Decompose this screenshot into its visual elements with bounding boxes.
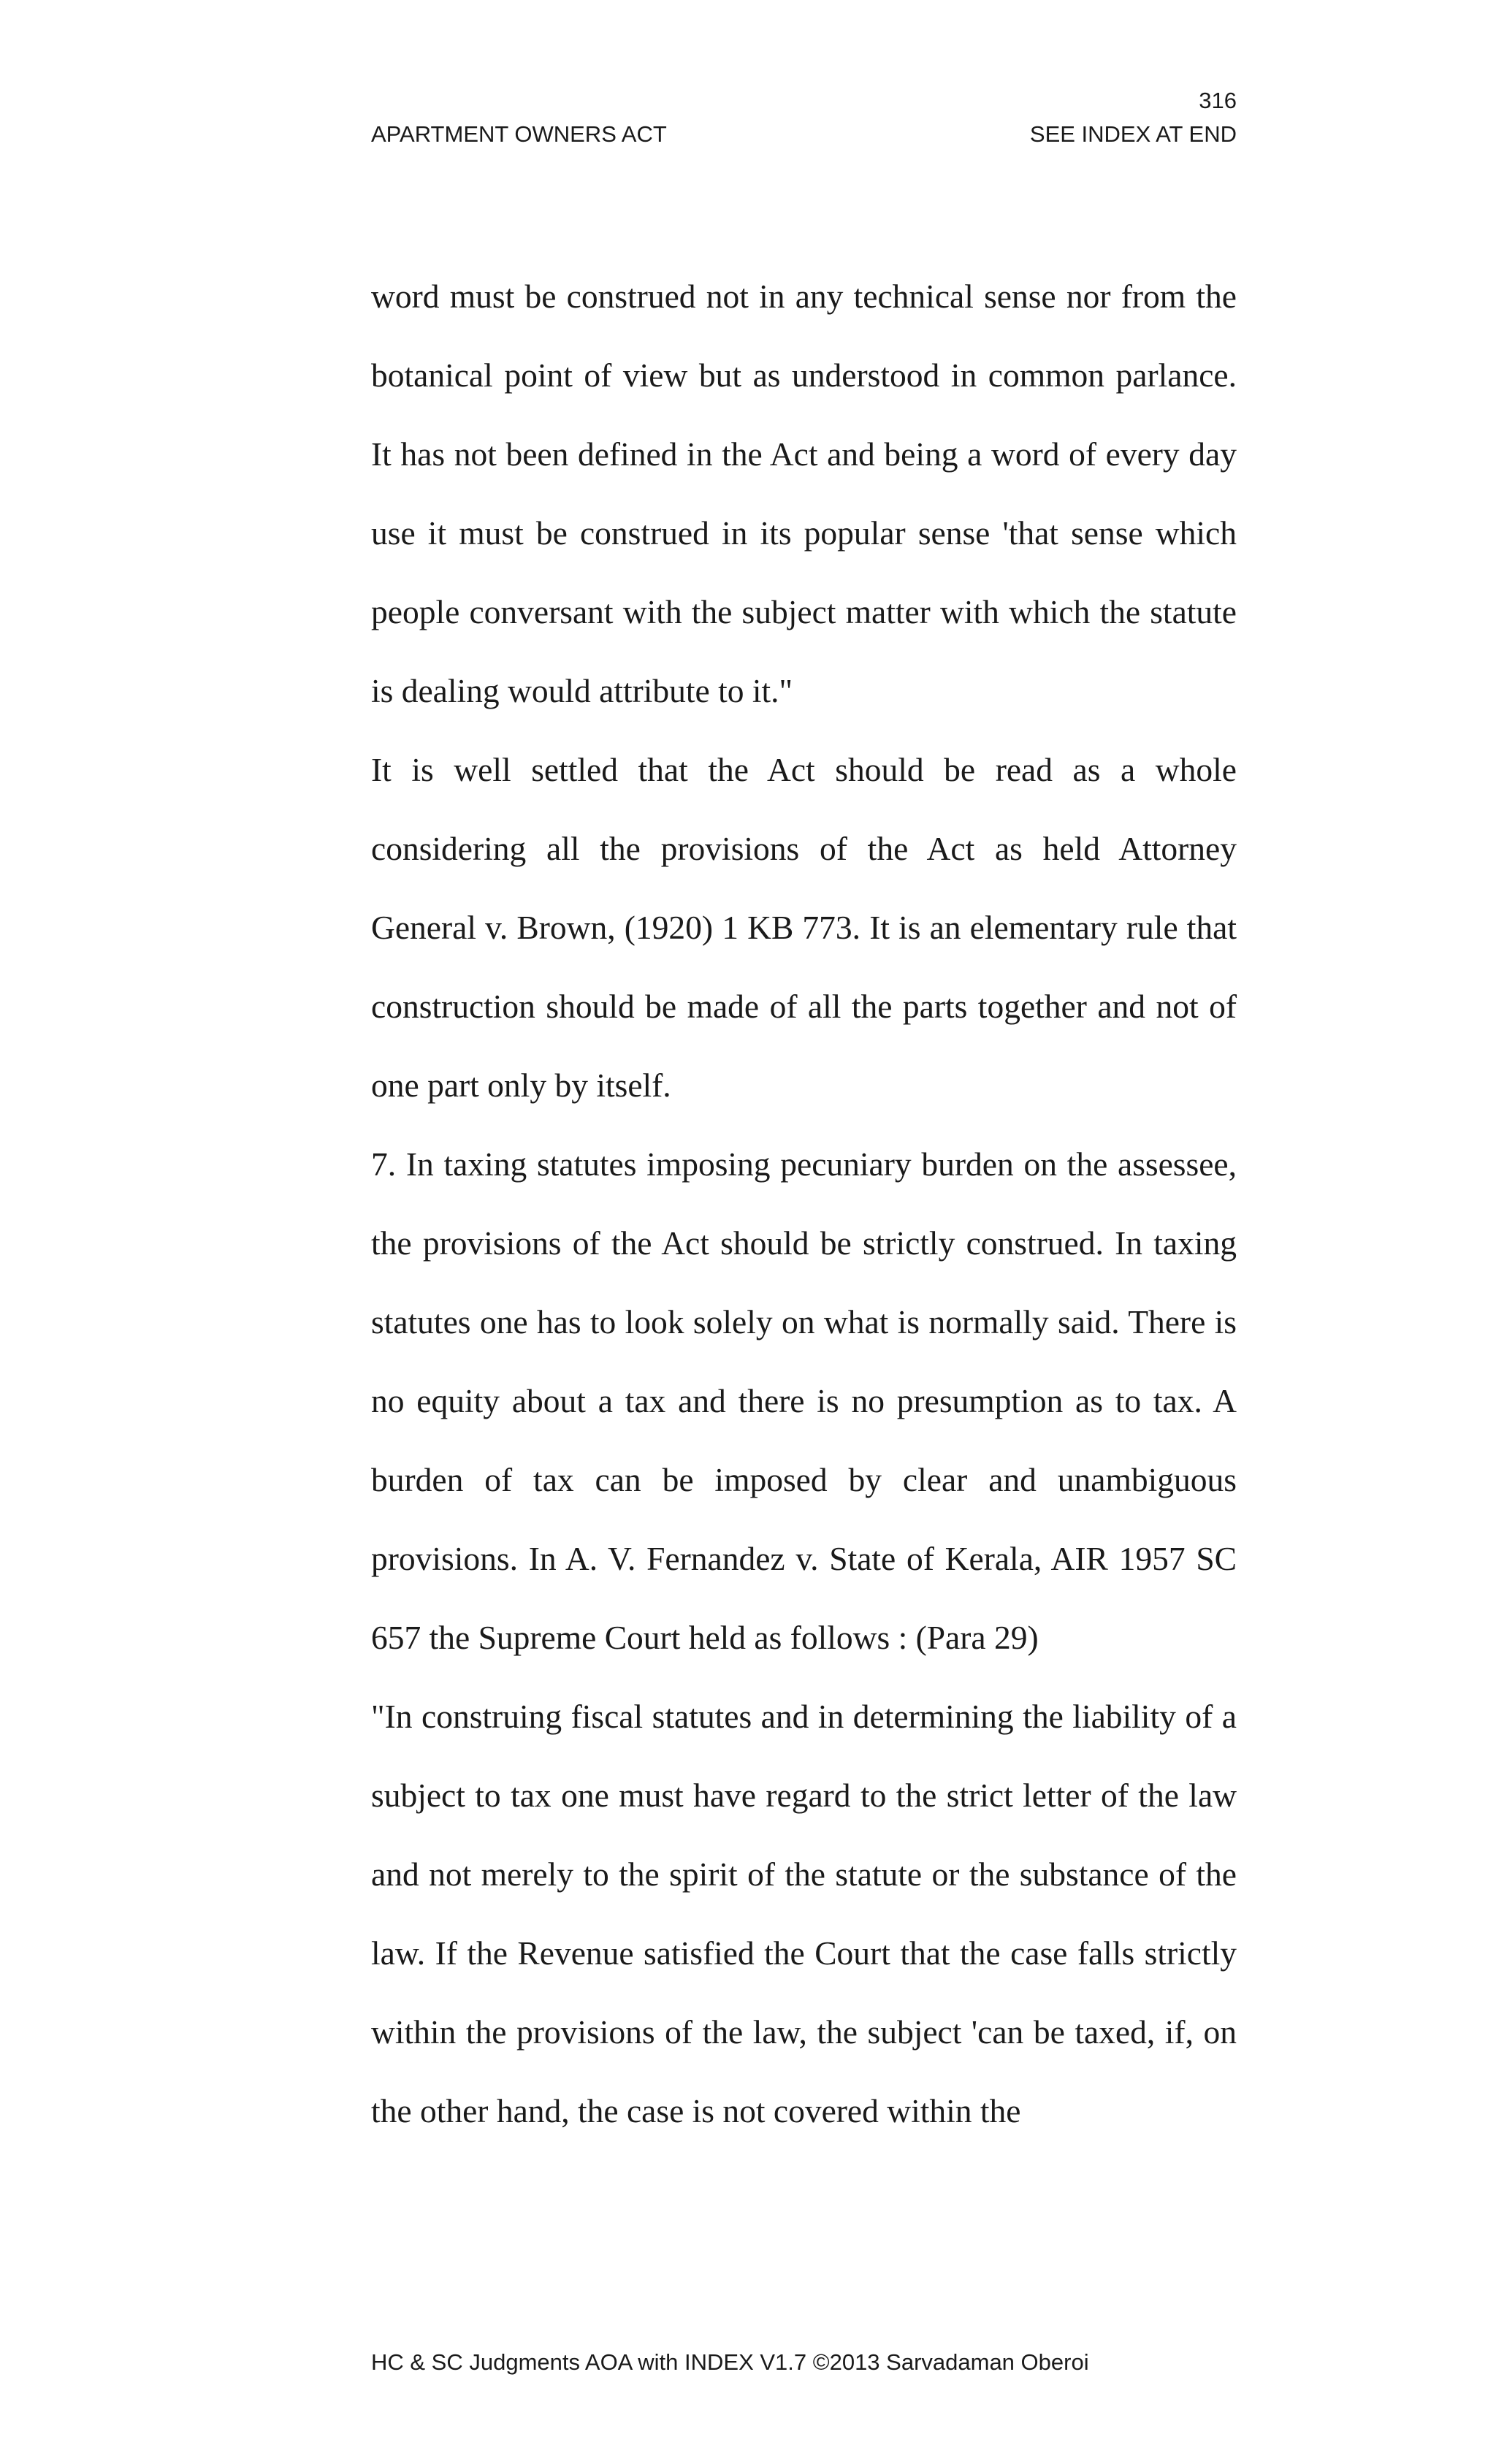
running-header-index-note: SEE INDEX AT END	[1029, 121, 1237, 147]
paragraph-quotation: "In construing fiscal statutes and in determining the liability of a subject to tax one must have regard to the strict letter of the law and not merely to the spirit of the statute or the substance of the law. If the Revenue satisfied the Court that the case falls strictly within the provisions of the law, the subject 'can be taxed, if, on the other hand, the case is not covered within the	[371, 1698, 1237, 2129]
page-body	[371, 257, 1237, 2151]
page-number: 316	[1199, 88, 1237, 113]
paragraph-continuation: word must be construed not in any technical sense nor from the botanical point of view but as understood in common parlance. It has not been defined in the Act and being a word of every day use it must be construed in its popular sense 'that sense which people conversant with the subject matter with which the statute is dealing would attribute to it."	[371, 278, 1237, 709]
paragraph-act-read-as-whole: It is well settled that the Act should be read as a whole considering all the provisions of the Act as held Attorney General v. Brown, (1920) 1 KB 773. It is an elementary rule that construction should be made of all the parts together and not of one part only by itself.	[371, 751, 1237, 1104]
page-footer: HC & SC Judgments AOA with INDEX V1.7 ©2013 Sarvadaman Oberoi	[371, 2349, 1089, 2375]
paragraph-taxing-statutes: 7. In taxing statutes imposing pecuniary burden on the assessee, the provisions of the Act should be strictly construed. In taxing statutes one has to look solely on what is normally said. There is no equity about a tax and there is no presumption as to tax. A burden of tax can be imposed by clear and unambiguous provisions. In A. V. Fernandez v. State of Kerala, AIR 1957 SC 657 the Supreme Court held as follows : (Para 29)	[371, 1145, 1237, 1656]
running-header-title: APARTMENT OWNERS ACT	[371, 121, 667, 147]
